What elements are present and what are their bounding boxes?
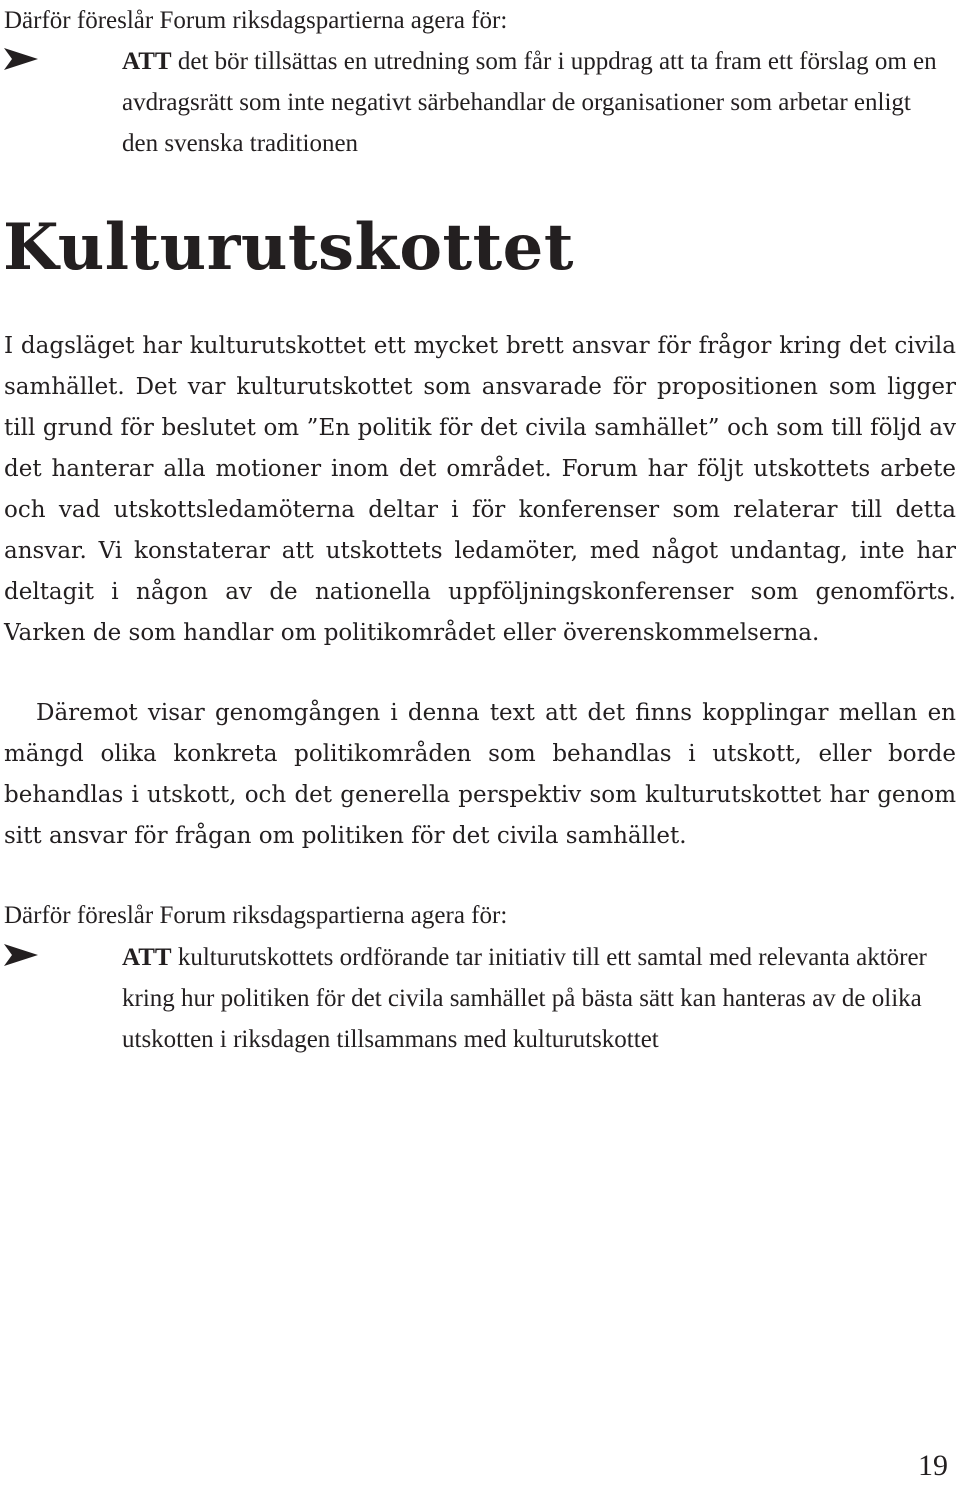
bullet-body-top: det bör tillsättas en utredning som får i uppdrag att ta fram ett förslag om en avdragsrätt som inte negativt särbehandlar de organisationer som arbetar enligt den svenska traditionen: [122, 48, 937, 157]
bullet-body-bottom: kulturutskottets ordförande tar initiativ till ett samtal med relevanta aktörer kring hur politiken för det civila samhället på bästa sätt kan hanteras av de olika utskotten i riksdagen tillsammans med kulturutskottet: [122, 944, 927, 1053]
intro-text-bottom: Därför föreslår Forum riksdagspartierna agera för:: [4, 902, 508, 929]
arrowhead-icon: [4, 944, 38, 966]
bullet-text-bottom: [122, 937, 942, 1060]
section-heading: Kulturutskottet: [3, 210, 574, 285]
bullet-lead-top: ATT: [122, 48, 172, 75]
intro-text-top: Därför föreslår Forum riksdagspartierna agera för:: [4, 7, 508, 34]
arrowhead-icon: [4, 48, 38, 70]
page-number: 19: [918, 1449, 948, 1482]
body-paragraph-1: I dagsläget har kulturutskottet ett mycket brett ansvar för frågor kring det civila samhället. Det var kulturutskottet som ansvarade för propositionen som ligger till grund för beslutet om ”En politik för det civila samhället” och som till följd av det hanterar alla motioner inom det området. Forum har följt utskottets arbete och vad utskottsledamöterna deltar i för konferenser som relaterar till detta ansvar. Vi konstaterar att utskottets ledamöter, med något undantag, inte har deltagit i någon av de nationella uppföljningskonferenser som genomförts. Varken de som handlar om politikområdet eller överenskommelserna.: [4, 333, 956, 646]
bullet-text-top: [122, 41, 942, 164]
body-paragraph-2: Däremot visar genomgången i denna text att det finns kopplingar mellan en mängd olika konkreta politikområden som behandlas i utskott, eller borde behandlas i utskott, och det generella perspektiv som kulturutskottet har genom sitt ansvar för frågan om politiken för det civila samhället.: [4, 700, 956, 849]
bullet-lead-bottom: ATT: [122, 944, 172, 971]
